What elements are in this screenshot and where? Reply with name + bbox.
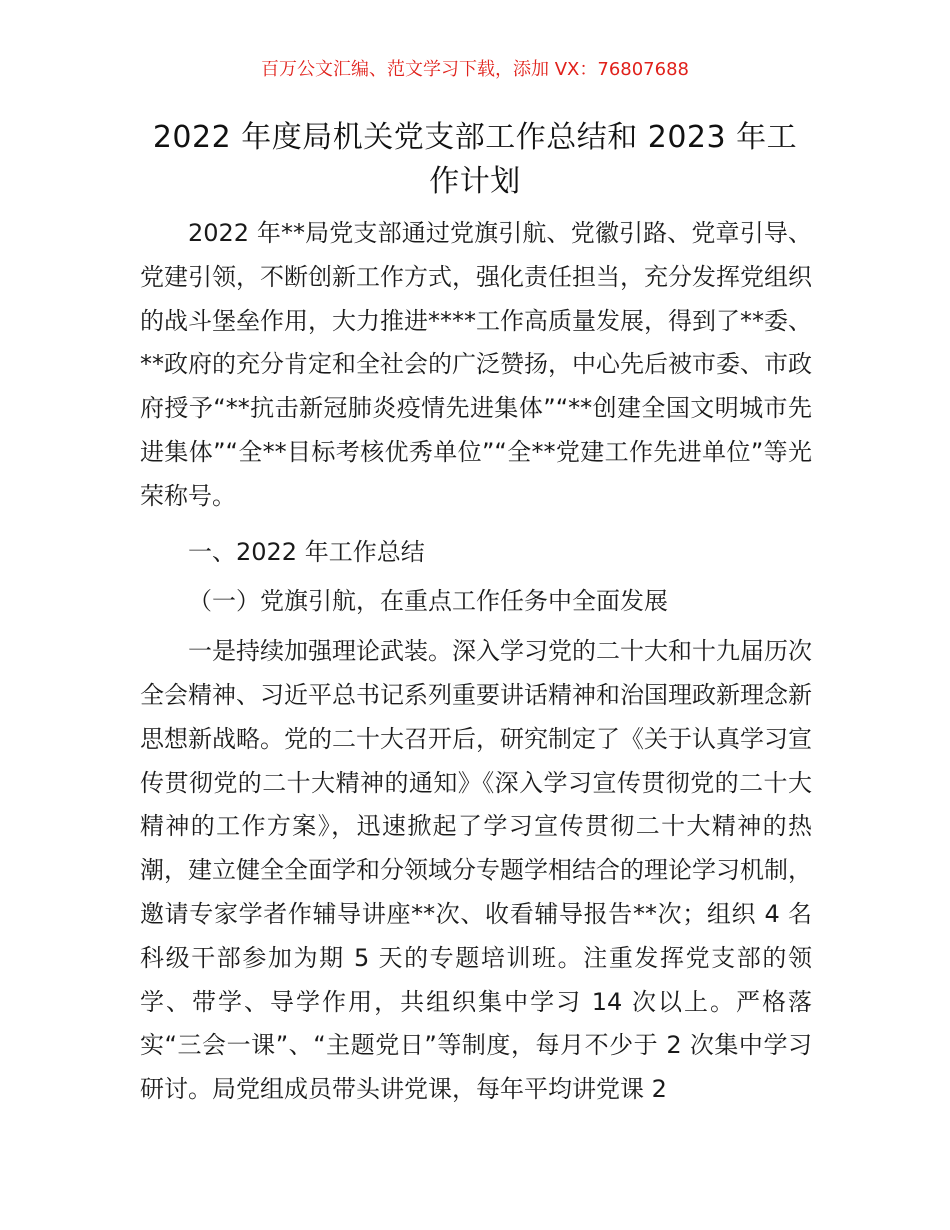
document-title: 2022 年度局机关党支部工作总结和 2023 年工作计划: [152, 120, 798, 199]
watermark-banner: 百万公文汇编、范文学习下载，添加 VX：76807688: [261, 59, 689, 80]
section-heading-1: 一、2022 年工作总结: [188, 537, 425, 566]
subsection-heading-1: （一）党旗引航，在重点工作任务中全面发展: [188, 587, 668, 616]
intro-paragraph: 2022 年**局党支部通过党旗引航、党徽引路、党章引导、党建引领，不断创新工作方式，强化责任担当，充分发挥党组织的战斗堡垒作用，大力推进****工作高质量发展，得到了**委、**政府的充分肯定和全社会的广泛赞扬，中心先后被市委、市政府授予“**抗击新冠肺炎疫情先进集体”“**创建全国文明城市先进集体”“全**目标考核优秀单位”“全**党建工作先进单位”等光荣称号。: [140, 219, 812, 510]
document-body: [140, 212, 812, 1112]
body-paragraph-1: 一是持续加强理论武装。深入学习党的二十大和十九届历次全会精神、习近平总书记系列重要讲话精神和治国理政新理念新思想新战略。党的二十大召开后，研究制定了《关于认真学习宣传贯彻党的二十大精神的通知》《深入学习宣传贯彻党的二十大精神的工作方案》，迅速掀起了学习宣传贯彻二十大精神的热潮，建立健全全面学和分领域分专题学相结合的理论学习机制，邀请专家学者作辅导讲座**次、收看辅导报告**次；组织 4 名科级干部参加为期 5 天的专题培训班。注重发挥党支部的领学、带学、导学作用，共组织集中学习 14 次以上。严格落实“三会一课”、“主题党日”等制度，每月不少于 2 次集中学习研讨。局党组成员带头讲党课，每年平均讲党课 2: [140, 637, 812, 1104]
